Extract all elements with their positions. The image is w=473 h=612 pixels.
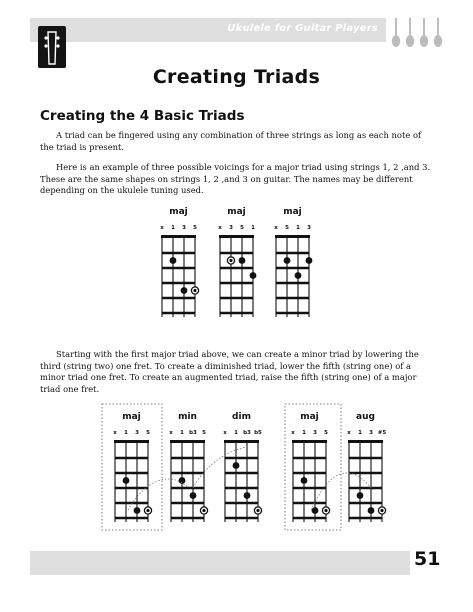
source-chord-frame (102, 404, 162, 530)
string-interval-label: x (223, 430, 227, 436)
finger-dot (190, 492, 197, 499)
chord-name: min (178, 412, 197, 422)
finger-dot (123, 477, 130, 484)
string-interval-label: 1 (171, 225, 175, 231)
string-interval-label: 1 (302, 430, 306, 436)
finger-dot (233, 462, 240, 469)
nut (170, 440, 205, 443)
root-dot-center (202, 509, 205, 512)
chord-name: maj (227, 207, 246, 217)
chord-name: dim (232, 412, 251, 422)
string-interval-label: 1 (296, 225, 300, 231)
string-interval-label: 1 (358, 430, 362, 436)
root-dot-center (380, 509, 383, 512)
nut (224, 440, 259, 443)
string-interval-label: 1 (234, 430, 238, 436)
chord-name: aug (356, 412, 375, 422)
finger-dot (244, 492, 251, 499)
string-interval-label: 3 (313, 430, 317, 436)
footer-bar (30, 551, 410, 575)
string-interval-label: 5 (146, 430, 150, 436)
chord-name: maj (122, 412, 141, 422)
string-interval-label: 3 (369, 430, 373, 436)
finger-dot (368, 507, 375, 514)
nut (348, 440, 383, 443)
chord-name: maj (169, 207, 188, 217)
string-interval-label: 3 (135, 430, 139, 436)
transition-arrow (311, 473, 373, 510)
finger-dot (312, 507, 319, 514)
string-interval-label: 1 (251, 225, 255, 231)
string-interval-label: 5 (324, 430, 328, 436)
root-dot-center (324, 509, 327, 512)
paragraph-intro: A triad can be fingered using any combination of three strings as long as each note of the triad is present. (40, 130, 422, 152)
paragraph-derived-triads: Starting with the first major triad above, we can create a minor triad by lowering the third (string two) one fret. To create a diminished triad, lower the fifth (string one) of a minor triad one fret. To create an augmented triad, raise the fifth (string one) of a major triad one fret. (40, 349, 419, 394)
string-interval-label: 3 (229, 225, 233, 231)
string-interval-label: x (113, 430, 117, 436)
string-interval-label: 3 (182, 225, 186, 231)
string-interval-label: x (169, 430, 173, 436)
page-number: 51 (414, 548, 441, 570)
finger-dot (301, 477, 308, 484)
chord-name: maj (300, 412, 319, 422)
string-interval-label: 3 (307, 225, 311, 231)
finger-dot (357, 492, 364, 499)
string-interval-label: x (218, 225, 222, 231)
nut (114, 440, 149, 443)
string-interval-label: #5 (377, 430, 387, 436)
chord-name: maj (283, 207, 302, 217)
paragraph-voicings: Here is an example of three possible voicings for a major triad using strings 1, 2 ,and 3. These are the same shapes on strings 1, 2 ,and 3 on guitar. The names may be different depending on the ukulele tuning used. (40, 162, 431, 195)
root-dot-center (256, 509, 259, 512)
string-interval-label: b5 (254, 430, 262, 436)
transition-arrow (193, 447, 247, 488)
string-interval-label: b3 (189, 430, 197, 436)
string-interval-label: 1 (124, 430, 128, 436)
section-heading: Creating the 4 Basic Triads (40, 108, 245, 124)
string-interval-label: 5 (285, 225, 289, 231)
page-title: Creating Triads (152, 66, 321, 88)
running-header: Ukulele for Guitar Players (227, 23, 378, 34)
string-interval-label: 5 (202, 430, 206, 436)
string-interval-label: 1 (180, 430, 184, 436)
string-interval-label: 5 (240, 225, 244, 231)
finger-dot (134, 507, 141, 514)
string-interval-label: x (160, 225, 164, 231)
nut (292, 440, 327, 443)
root-dot-center (146, 509, 149, 512)
string-interval-label: x (291, 430, 295, 436)
string-interval-label: x (274, 225, 278, 231)
string-interval-label: x (347, 430, 351, 436)
string-interval-label: b3 (243, 430, 251, 436)
string-interval-label: 5 (193, 225, 197, 231)
